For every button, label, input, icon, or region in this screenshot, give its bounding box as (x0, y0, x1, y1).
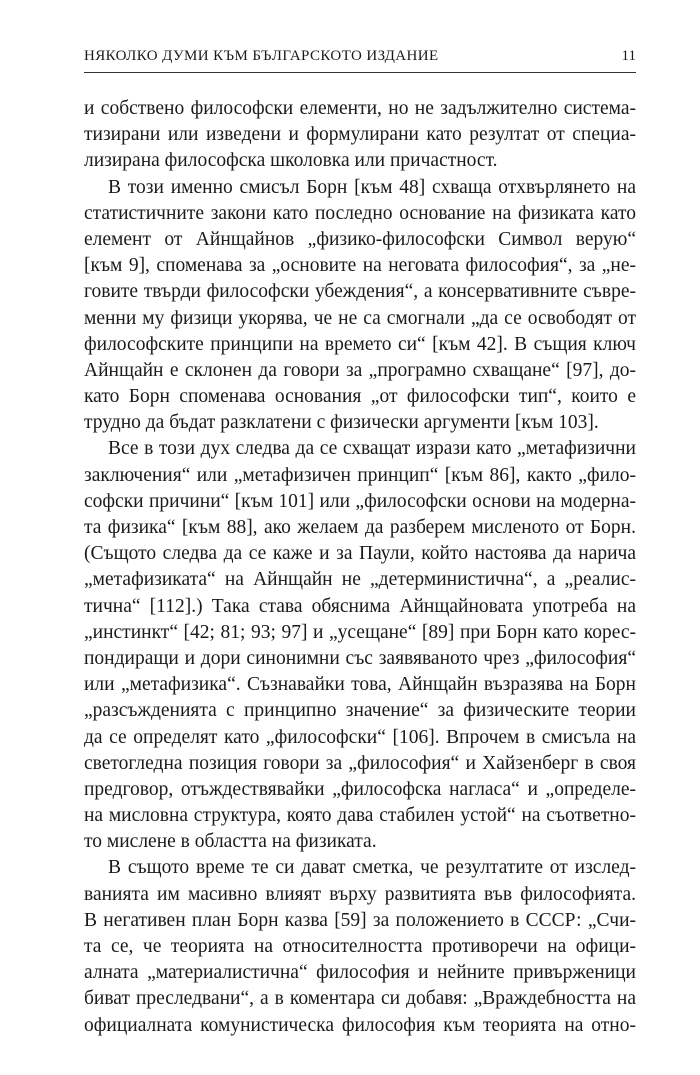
text-line: на мисловна структура, която дава стабилен устой“ на съответно- (84, 805, 636, 827)
text-line: та се, че теорията на относителността противоречи на офици- (84, 936, 636, 957)
text-line: В негативен план Борн казва [59] за положението в СССР: „Счи- (84, 909, 636, 931)
text-line: говите твърди философски убеждения“, а консервативните съвре- (84, 281, 636, 303)
text-line: (Същото следва да се каже и за Паули, който настоява да нарича (84, 543, 636, 565)
text-line: като Борн споменава основания „от философски тип“, които е (84, 386, 636, 408)
paragraph-first-line: Все в този дух следва да се схващат изрази като „метафизични (108, 438, 636, 460)
text-line: биват преследвани“, а в коментара си добавя: „Враждебността на (84, 988, 636, 1010)
text-line: лизирана философска школовка или причастност. (84, 150, 498, 172)
text-line: философските принципи на времето си“ [към 42]. В същия ключ (84, 333, 636, 355)
text-line: и собствено философски елементи, но не задължително система- (84, 98, 636, 119)
text-line: да се определят като „философски“ [106]. Впрочем в смисъла на (84, 726, 636, 748)
running-header (84, 46, 636, 73)
text-line: официалната комунистическа философия към теорията на отно- (84, 1014, 636, 1036)
text-line: елемент от Айнщайнов „физико-философски Символ верую“ (84, 228, 636, 250)
text-line: софски причини“ [към 101] или „философски основи на модерна- (84, 490, 636, 512)
text-line: трудно да бъдат разклатени с физически аргументи [към 103]. (84, 412, 599, 434)
text-line: предговор, отъждествявайки „философска нагласа“ и „определе- (84, 778, 636, 800)
text-line: тична“ [112].) Така става обяснима Айнщайновата употреба на (84, 595, 636, 617)
body-text (84, 96, 636, 1039)
text-line: тизирани или изведени и формулирани като резултат от специа- (84, 124, 636, 146)
text-line: „разсъжденията с принципно значение“ за физическите теории (84, 700, 636, 722)
text-line: заключения“ или „метафизичен принцип“ [към 86], както „фило- (84, 464, 636, 486)
text-line: Айнщайн е склонен да говори за „програмно схващане“ [97], до- (84, 359, 636, 381)
text-line: [към 9], споменава за „основите на неговата философия“, за „не- (84, 255, 636, 277)
text-line: статистичните закони като последно основание на физиката като (84, 202, 636, 224)
text-line: ванията им масивно влияят върху развитията във философията. (84, 883, 636, 905)
running-header-title: НЯКОЛКО ДУМИ КЪМ БЪЛГАРСКОТО ИЗДАНИЕ (84, 48, 439, 64)
text-line: менни му физици укорява, че не са смогнали „да се освободят от (84, 307, 636, 329)
text-line: та физика“ [към 88], ако желаем да разберем мисленото от Борн. (84, 517, 636, 538)
text-line: „инстинкт“ [42; 81; 93; 97] и „усещане“ [89] при Борн като корес- (84, 621, 636, 643)
text-line: или „метафизика“. Съзнавайки това, Айнщайн възразява на Борн (84, 674, 636, 696)
page-number: 11 (621, 48, 636, 64)
paragraph-first-line: В този именно смисъл Борн [към 48] схваща отхвърлянето на (108, 176, 636, 198)
text-line: пондиращи и дори синонимни със заявяваното чрез „философия“ (84, 647, 636, 669)
text-line: алната „материалистична“ философия и нейните привърженици (84, 962, 636, 984)
text-line: светогледна позиция говори за „философия“ и Хайзенберг в своя (84, 752, 636, 774)
text-line: то мислене в областта на физиката. (84, 831, 377, 853)
text-line: „метафизиката“ на Айнщайн не „детерминистична“, а „реалис- (84, 569, 636, 591)
paragraph-first-line: В същото време те си дават сметка, че резултатите от изслед- (108, 857, 636, 879)
